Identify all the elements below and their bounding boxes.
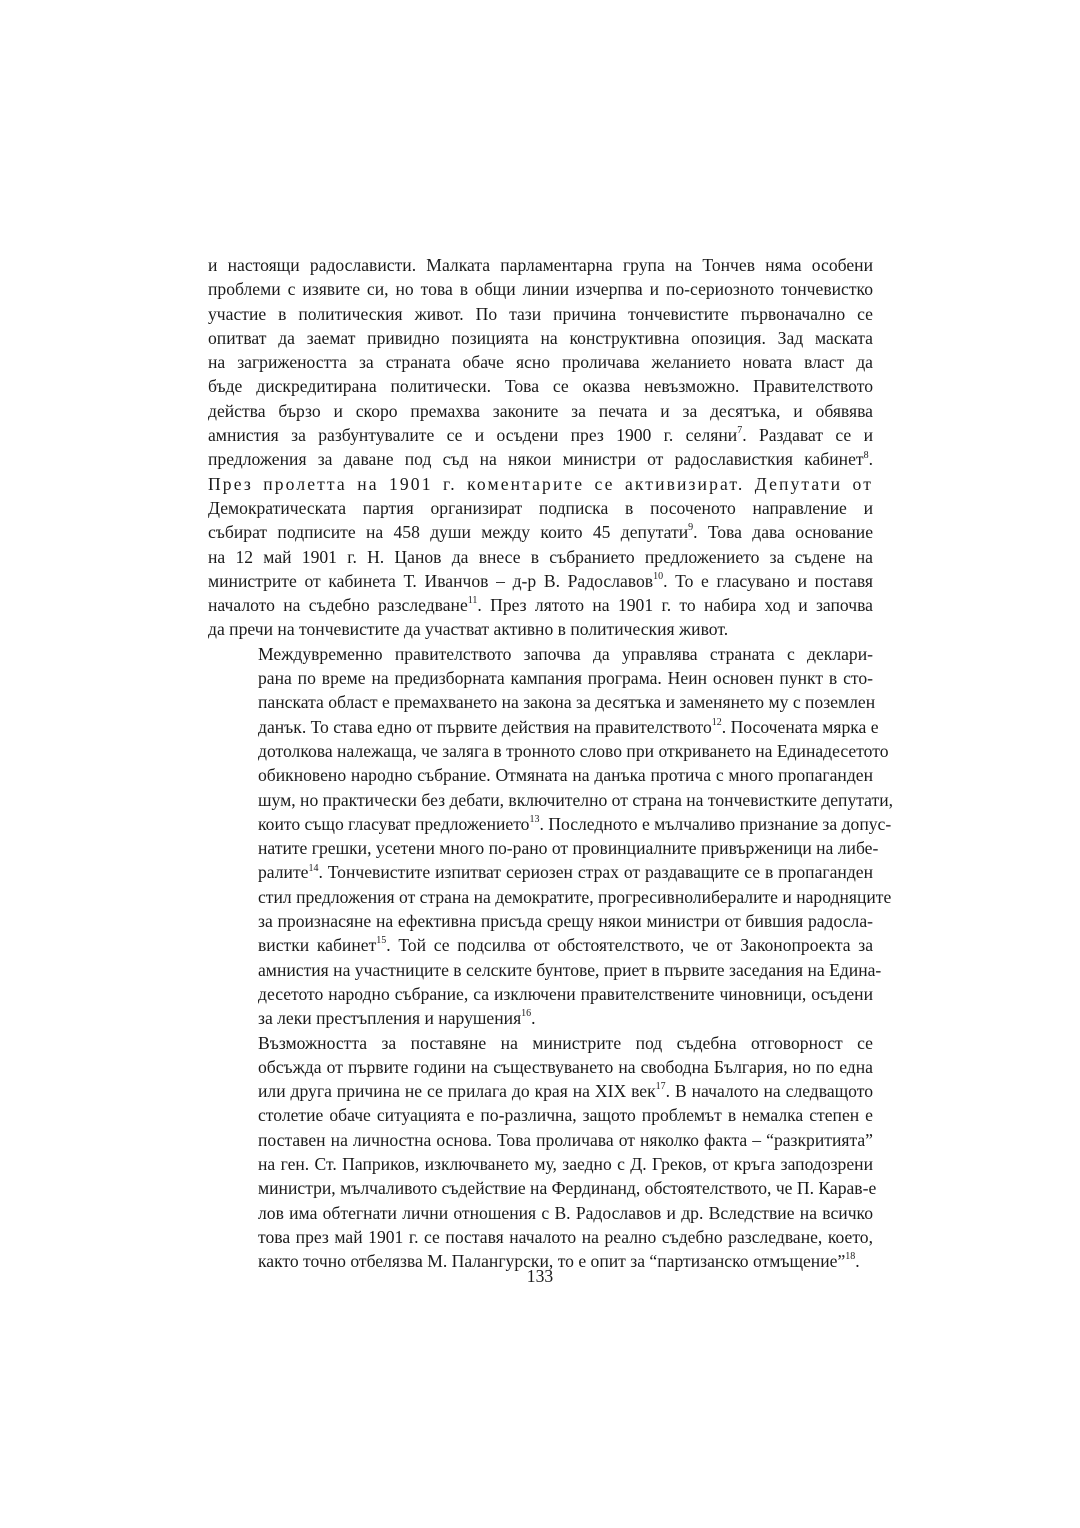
text-run: .: [868, 449, 873, 470]
footnote-marker[interactable]: 13: [529, 813, 540, 825]
text-run: действа бързо и скоро премахва законите за печата и за десятъка, и обявява: [208, 400, 873, 421]
text-run: . То е гласувано и поставя: [663, 570, 873, 591]
text-line: [208, 1152, 873, 1176]
text-run: на ген. Ст. Паприков, изключването му, заедно с Д. Греков, от кръга заподозрени: [258, 1153, 873, 1174]
text-run: . Раздават се и: [742, 425, 873, 446]
text-run: обикновено народно събрание. Отмяната на данъка протича с много пропаганден: [258, 765, 873, 786]
text-run: десетото народно събрание, са изключени правителствените чиновници, осъдени: [258, 983, 873, 1004]
footnote-marker[interactable]: 11: [467, 595, 478, 607]
text-line: [208, 690, 876, 714]
text-run: обсъжда от първите години на съществуването на свободна България, но по една: [258, 1056, 873, 1077]
text-line: [208, 1079, 873, 1103]
text-run: данък. То става едно от първите действия на правителството: [258, 716, 712, 737]
text-run: . Посочената мярка е: [721, 716, 879, 737]
text-line: [208, 836, 879, 860]
footnote-marker[interactable]: 10: [653, 571, 664, 582]
text-line: [208, 374, 873, 398]
footnote-marker[interactable]: 18: [845, 1251, 856, 1263]
text-line: [208, 982, 873, 1006]
text-run: това през май 1901 г. се поставя началото на реално съдебно разследване, което,: [258, 1226, 873, 1247]
text-line: [208, 1176, 877, 1200]
text-line: [208, 958, 882, 982]
text-run: и настоящи радослависти. Малката парламентарна група на Тончев няма особени: [208, 255, 873, 275]
text-line: [208, 520, 873, 544]
text-run: Демократическата партия организират подписка в посоченото направление и: [208, 497, 873, 518]
text-run: вистки кабинет: [258, 935, 377, 956]
text-run: . Това дава основание: [693, 522, 873, 543]
text-line: [208, 1128, 873, 1152]
footnote-marker[interactable]: 16: [521, 1008, 532, 1020]
text-run: . Последното е мълчаливо признание за допус-: [539, 813, 892, 834]
text-run: . В началото на следващото: [665, 1081, 874, 1102]
text-run: Възможността за поставяне на министрите под съдебна отговорност се: [258, 1032, 873, 1053]
footnote-marker[interactable]: 12: [711, 716, 722, 728]
text-run: на 12 май 1901 г. Н. Цанов да внесе в събранието предложението за съдене на: [208, 546, 873, 567]
text-run: както точно отбелязва М. Палангурски, то е опит за “партизанско отмъщение”: [258, 1251, 846, 1272]
text-run: рана по време на предизборната кампания програма. Неин основен пункт в сто-: [258, 668, 873, 689]
text-line: [208, 1006, 873, 1030]
text-run: проблеми с изявите си, но това в общи линии изчерпва и по-сериозното тончевистко: [208, 279, 873, 300]
text-run: лов има обтегнати лични отношения с В. Радославов и др. Вследствие на всичко: [258, 1202, 873, 1223]
text-line: [208, 642, 873, 666]
text-line: [208, 812, 892, 836]
text-run: амнистия на участниците в селските бунтове, приет в първите заседания на Едина-: [258, 959, 882, 980]
text-line: [208, 569, 873, 593]
text-line: [208, 399, 873, 423]
text-line: [208, 617, 873, 641]
text-run: на загрижеността за страната обаче ясно проличава желанието новата власт да: [208, 352, 873, 373]
text-line: [208, 302, 873, 326]
footnote-marker[interactable]: 17: [655, 1081, 666, 1093]
text-run: министри, мълчаливото съдействие на Фердинанд, обстоятелството, че П. Карав-е: [258, 1178, 877, 1199]
text-run: които също гласуват предложението: [258, 813, 530, 834]
page-number: 133: [526, 1266, 554, 1286]
paragraph: [208, 253, 873, 642]
text-run: за произнасяне на ефективна присъда срещу някои министри от бившия радосла-: [258, 911, 873, 932]
text-run: опитват да заемат привидно позицията на конструктивна опозиция. Зад маската: [208, 327, 873, 348]
footnote-marker[interactable]: 8: [863, 449, 869, 461]
text-line: [208, 1103, 873, 1127]
text-run: Междувременно правителството започва да управлява страната с деклари-: [258, 643, 873, 664]
text-run: . Той се подсилва от обстоятелството, че от Законопроекта за: [386, 935, 874, 956]
text-run: събират подписите на 458 души между които 45 депутати: [208, 522, 689, 543]
footnote-marker[interactable]: 14: [308, 862, 319, 874]
text-run: бъде дискредитирана политически. Това се оказва невъзможно. Правителството: [208, 376, 873, 397]
text-line: [208, 350, 873, 374]
text-run: дотолкова належаща, че заляга в тронното слово при откриването на Единадесетото: [258, 740, 889, 761]
text-line: [208, 326, 873, 350]
text-run: .: [855, 1251, 860, 1272]
text-run: стил предложения от страна на демократите, прогресивнолибералите и народняците: [258, 886, 892, 907]
text-run: поставен на личностна основа. Това проличава от няколко факта – “разкритията”: [258, 1129, 873, 1150]
text-line: [208, 1201, 873, 1225]
text-line: [208, 1225, 873, 1249]
text-line: [208, 423, 873, 447]
text-line: [208, 739, 889, 763]
text-run: или друга причина не се прилага до края на XIX век: [258, 1081, 656, 1102]
footnote-marker[interactable]: 15: [376, 935, 387, 947]
footnote-marker[interactable]: 7: [737, 425, 743, 437]
text-line: [208, 909, 873, 933]
text-line: [208, 1055, 873, 1079]
text-run: натите грешки, усетени много по-рано от провинциалните привърженици на либе-: [258, 838, 879, 859]
text-run: ралите: [258, 862, 309, 883]
text-line: [208, 277, 873, 301]
text-line: [208, 1031, 873, 1055]
text-line: [208, 788, 894, 812]
text-run: . През лятото на 1901 г. то набира ход и започва: [477, 595, 873, 616]
text-line: [208, 860, 873, 884]
text-line: [208, 885, 892, 909]
text-line: [208, 447, 873, 471]
text-line: [208, 253, 873, 277]
text-run: министрите от кабинета Т. Иванчов – д-р В. Радославов: [208, 570, 654, 591]
text-run: началото на съдебно разследване: [208, 595, 468, 616]
text-run: .: [531, 1008, 536, 1029]
text-run: панската област е премахването на закона за десятъка и заменянето му с поземлен: [258, 692, 876, 713]
paragraph: [208, 1031, 877, 1274]
text-line: [208, 593, 873, 617]
text-run: шум, но практически без дебати, включително от страна на тончевистките депутати,: [258, 789, 894, 810]
text-line: [208, 545, 873, 569]
text-run: участие в политическия живот. По тази причина тончевистите първоначално се: [208, 303, 873, 324]
text-line: [208, 715, 879, 739]
body-text: [208, 253, 894, 1273]
footnote-marker[interactable]: 9: [688, 522, 694, 534]
text-run: . Тончевистите изпитват сериозен страх от раздаващите се в пропаганден: [318, 862, 873, 883]
text-line: [208, 666, 873, 690]
text-line: [208, 496, 873, 520]
paragraph: [208, 642, 894, 1031]
text-run: столетие обаче ситуацията е по-различна, защото проблемът в немалка степен е: [258, 1105, 873, 1126]
text-run: предложения за даване под съд на някои министри от радослависткия кабинет: [208, 449, 864, 470]
text-run: амнистия за разбунтувалите се и осъдени през 1900 г. селяни: [208, 425, 738, 446]
text-line: [208, 763, 873, 787]
text-run: да пречи на тончевистите да участват активно в политическия живот.: [208, 619, 729, 640]
text-line: [208, 472, 873, 496]
text-line: [208, 933, 873, 957]
text-run: за леки престъпления и нарушения: [258, 1008, 522, 1029]
text-run: През пролетта на 1901 г. коментарите се активизират. Депутати от: [208, 473, 873, 494]
